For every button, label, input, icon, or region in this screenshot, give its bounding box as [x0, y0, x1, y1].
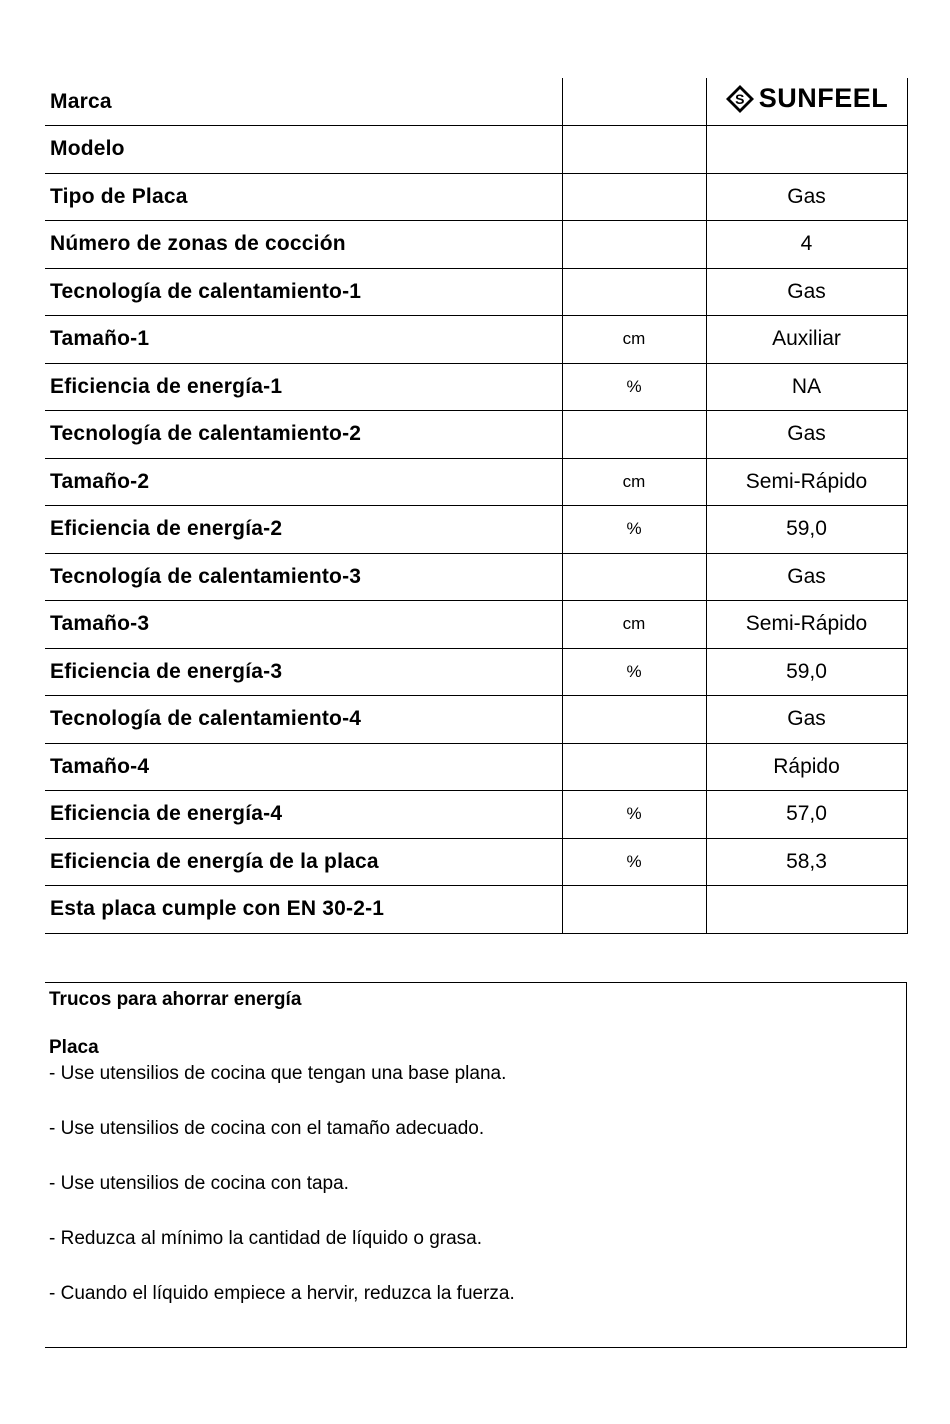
row-label: Tecnología de calentamiento-3 [45, 553, 562, 601]
row-label: Eficiencia de energía-4 [45, 791, 562, 839]
row-unit: % [562, 838, 706, 886]
table-row [45, 553, 907, 601]
table-row [45, 363, 907, 411]
row-value: Semi-Rápido [706, 458, 907, 506]
row-unit [562, 886, 706, 934]
tips-section-heading: Placa [49, 1037, 99, 1058]
row-unit: % [562, 506, 706, 554]
row-value: Gas [706, 268, 907, 316]
row-value: Gas [706, 411, 907, 459]
row-value: Gas [706, 553, 907, 601]
row-value: Gas [706, 696, 907, 744]
row-value: 59,0 [706, 648, 907, 696]
list-item: - Cuando el líquido empiece a hervir, reduzca la fuerza. [49, 1283, 515, 1304]
row-unit: % [562, 648, 706, 696]
brand-name: SUNFEEL [758, 83, 889, 114]
table-row [45, 458, 907, 506]
row-value: Auxiliar [706, 316, 907, 364]
table-row [45, 601, 907, 649]
table-row [45, 126, 907, 174]
row-unit [562, 78, 706, 126]
list-item: - Reduzca al mínimo la cantidad de líquido o grasa. [49, 1228, 483, 1249]
row-label: Eficiencia de energía-3 [45, 648, 562, 696]
table-row [45, 221, 907, 269]
row-value: 58,3 [706, 838, 907, 886]
spec-table [45, 78, 908, 934]
list-item: - Use utensilios de cocina con el tamaño adecuado. [49, 1118, 485, 1139]
list-item: - Use utensilios de cocina con tapa. [49, 1173, 349, 1194]
row-label: Eficiencia de energía de la placa [45, 838, 562, 886]
row-label: Número de zonas de cocción [45, 221, 562, 269]
energy-tips-box [45, 982, 907, 1348]
row-label: Tecnología de calentamiento-1 [45, 268, 562, 316]
row-unit [562, 553, 706, 601]
table-row [45, 173, 907, 221]
table-row [45, 791, 907, 839]
row-label: Eficiencia de energía-2 [45, 506, 562, 554]
row-unit: cm [562, 316, 706, 364]
table-row [45, 838, 907, 886]
row-unit [562, 696, 706, 744]
brand-logo [725, 83, 889, 114]
row-value: 57,0 [706, 791, 907, 839]
row-unit [562, 268, 706, 316]
row-label: Tecnología de calentamiento-2 [45, 411, 562, 459]
row-unit: % [562, 791, 706, 839]
row-label: Tipo de Placa [45, 173, 562, 221]
row-unit [562, 743, 706, 791]
row-value [706, 126, 907, 174]
tips-list [49, 1061, 902, 1307]
row-value: NA [706, 363, 907, 411]
list-item: - Use utensilios de cocina que tengan una base plana. [49, 1063, 507, 1084]
sunfeel-logo-icon [725, 84, 755, 114]
svg-text:S: S [734, 90, 745, 107]
row-unit [562, 173, 706, 221]
row-label: Tamaño-2 [45, 458, 562, 506]
row-unit [562, 126, 706, 174]
table-row [45, 411, 907, 459]
row-unit: cm [562, 458, 706, 506]
table-row [45, 506, 907, 554]
row-label: Modelo [45, 126, 562, 174]
row-label: Tamaño-4 [45, 743, 562, 791]
row-value: Rápido [706, 743, 907, 791]
row-label: Tamaño-3 [45, 601, 562, 649]
table-row [45, 648, 907, 696]
row-label: Marca [45, 78, 562, 126]
row-label: Esta placa cumple con EN 30-2-1 [45, 886, 562, 934]
row-label: Eficiencia de energía-1 [45, 363, 562, 411]
row-unit [562, 411, 706, 459]
row-unit: cm [562, 601, 706, 649]
row-value [706, 886, 907, 934]
tips-title: Trucos para ahorrar energía [49, 989, 302, 1010]
table-row [45, 268, 907, 316]
row-value: 59,0 [706, 506, 907, 554]
row-label: Tecnología de calentamiento-4 [45, 696, 562, 744]
table-row [45, 78, 907, 126]
row-value: Gas [706, 173, 907, 221]
row-value: 4 [706, 221, 907, 269]
table-row [45, 886, 907, 934]
row-value: Semi-Rápido [706, 601, 907, 649]
table-row [45, 743, 907, 791]
brand-cell [706, 78, 907, 126]
table-row [45, 696, 907, 744]
table-row [45, 316, 907, 364]
row-unit [562, 221, 706, 269]
row-label: Tamaño-1 [45, 316, 562, 364]
row-unit: % [562, 363, 706, 411]
